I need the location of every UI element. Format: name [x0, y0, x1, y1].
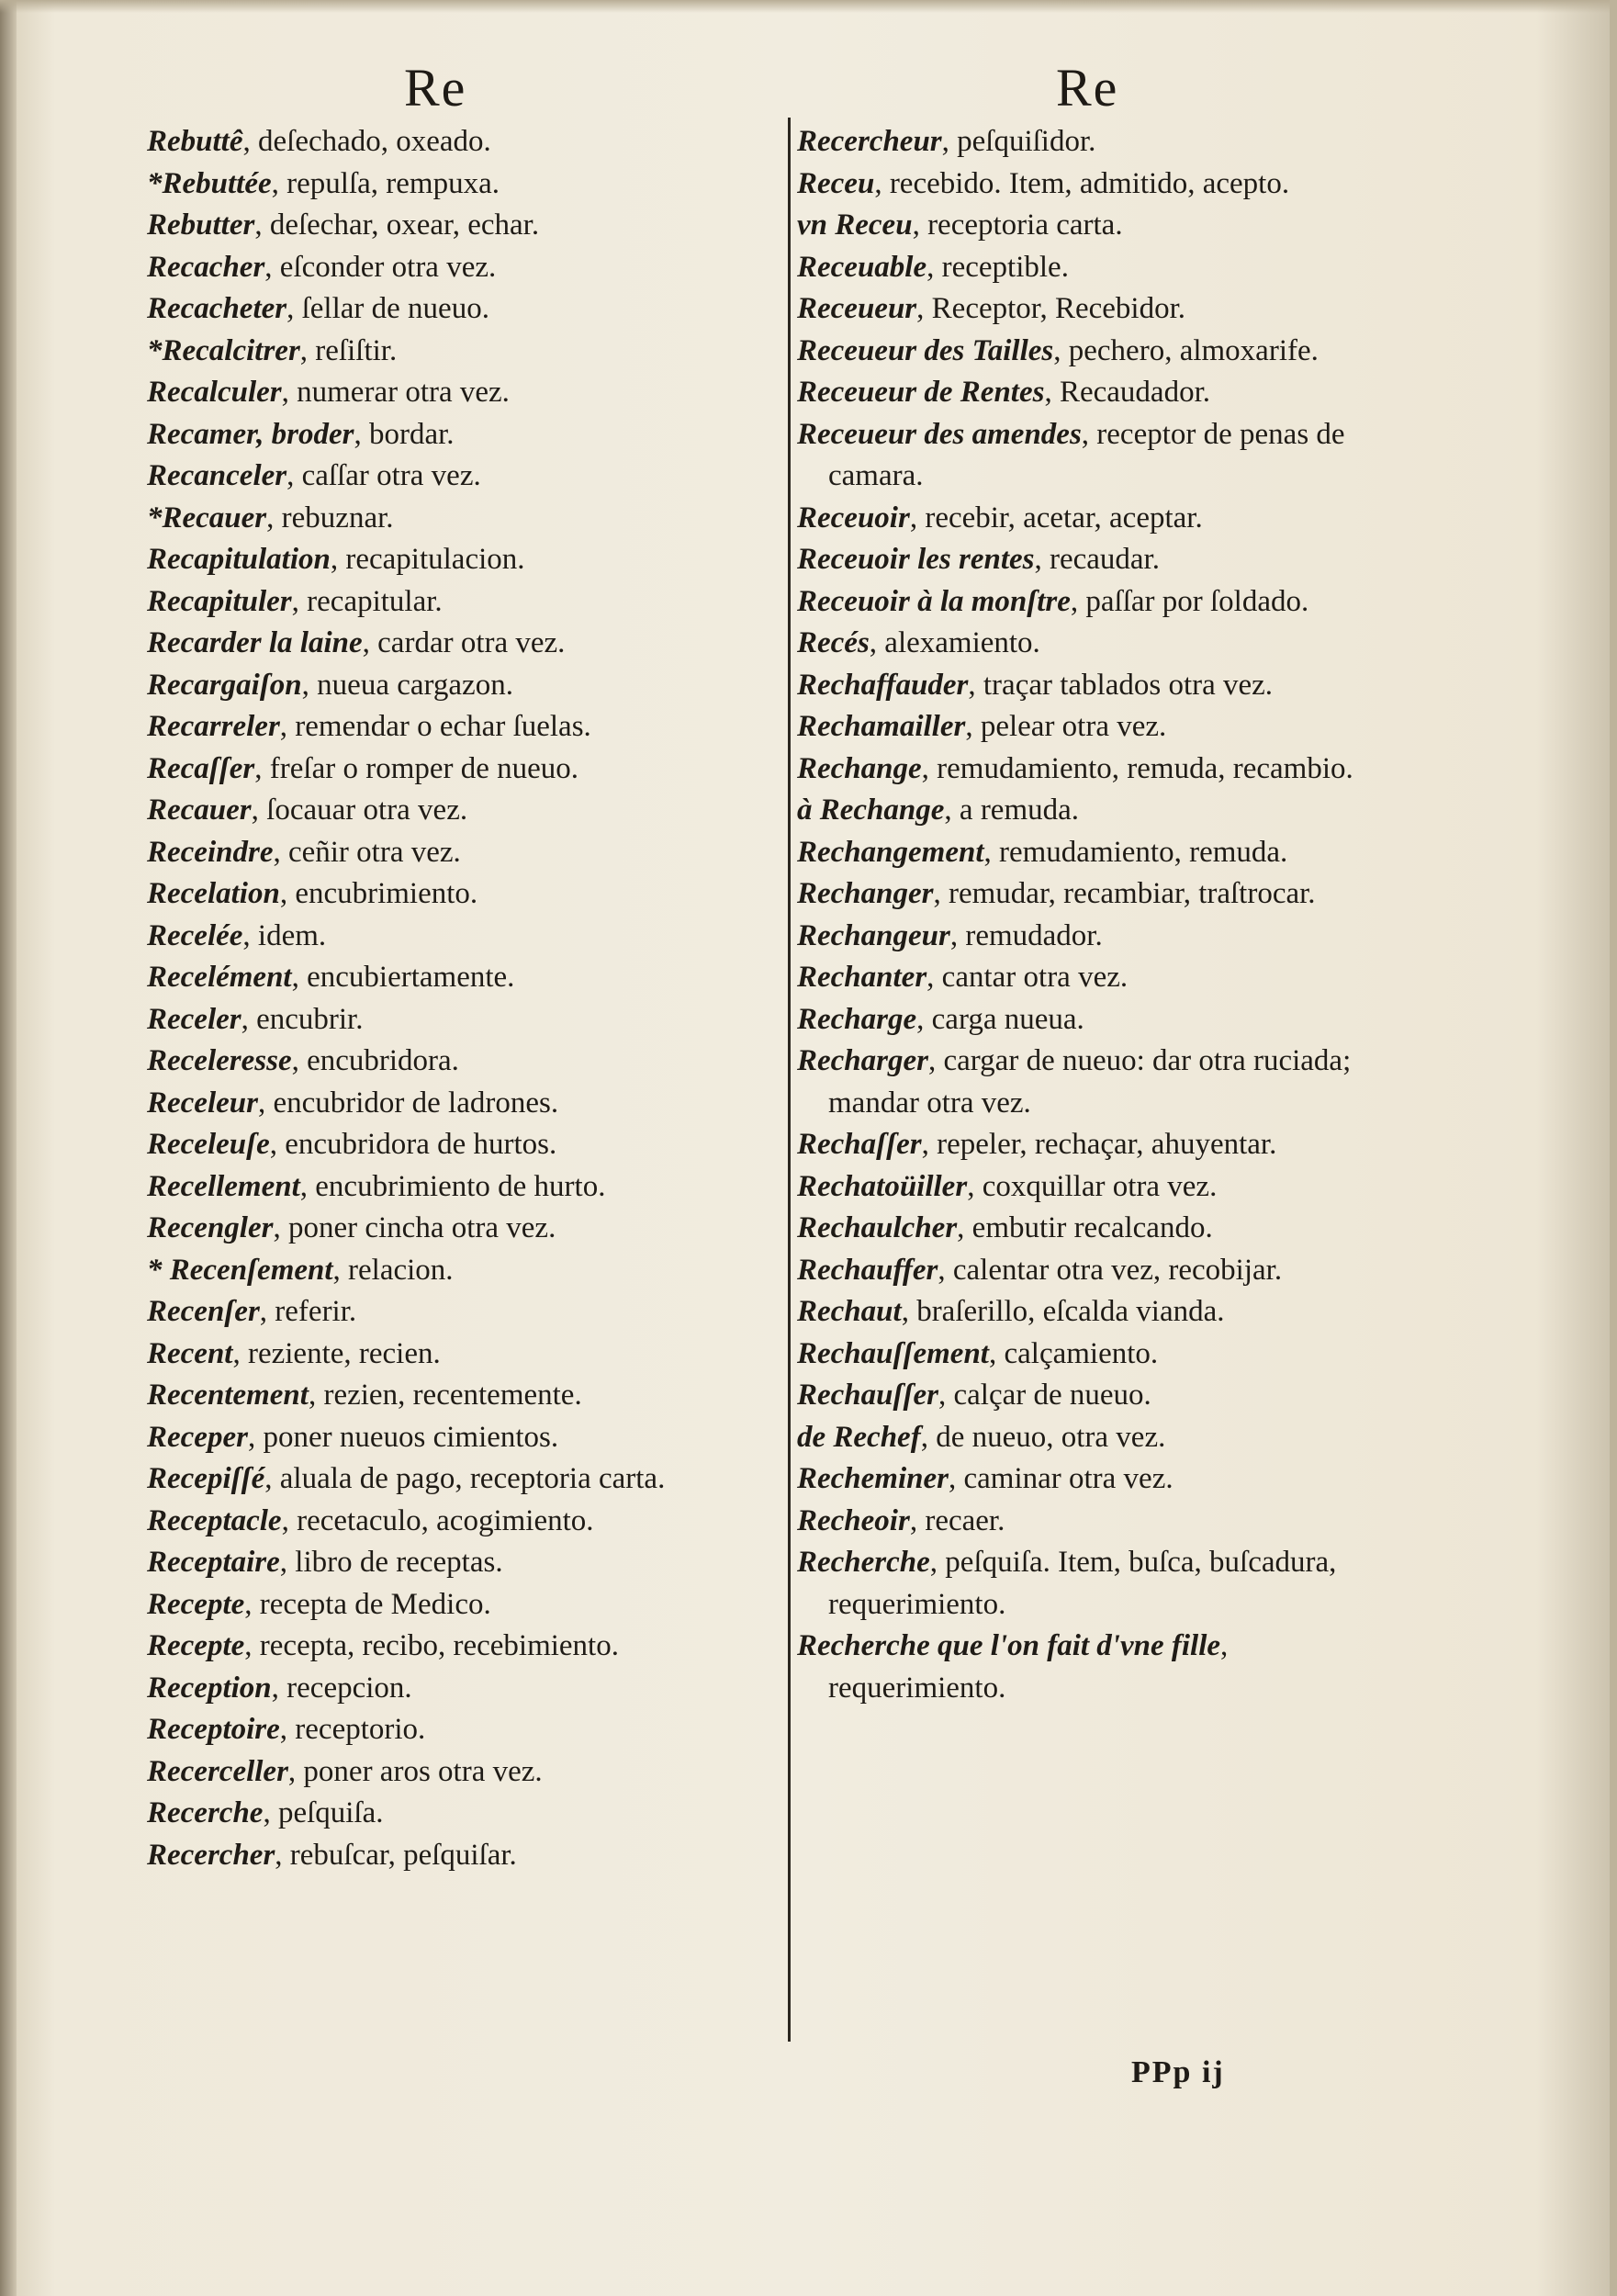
- dictionary-entry: [147, 288, 780, 331]
- entry-term: Rechaſſer: [797, 1128, 922, 1161]
- entry-term: Recelée: [147, 918, 243, 952]
- entry-definition: , traçar tablados otra vez.: [968, 668, 1274, 702]
- right-column: [797, 121, 1403, 1709]
- entry-definition: , reziente, recien.: [232, 1336, 441, 1370]
- dictionary-entry: [147, 1208, 780, 1250]
- dictionary-entry: [147, 999, 780, 1041]
- entry-definition: , peſquiſa.: [263, 1796, 384, 1829]
- entry-term: Recanceler: [147, 459, 287, 492]
- entry-definition: , repeler, rechaçar, ahuyentar.: [921, 1128, 1277, 1161]
- entry-term: Recherche que l'on fait d'vne fille: [797, 1629, 1221, 1662]
- dictionary-entry: [147, 1166, 780, 1209]
- dictionary-entry: [797, 916, 1403, 958]
- dictionary-entry: [797, 1417, 1403, 1459]
- dictionary-entry: [147, 581, 780, 624]
- entry-definition: , recapitular.: [291, 584, 443, 618]
- entry-term: Receper: [147, 1420, 248, 1454]
- entry-definition: , calçamiento.: [988, 1336, 1159, 1370]
- entry-definition: , ſocauar otra vez.: [251, 793, 468, 827]
- dictionary-entry: [147, 1458, 780, 1501]
- dictionary-entry: [147, 1250, 780, 1292]
- entry-term: Receueur des amendes: [797, 417, 1082, 451]
- entry-term: Recelément: [147, 961, 292, 994]
- entry-term: Recarreler: [147, 710, 280, 743]
- dictionary-entry: [147, 163, 780, 206]
- dictionary-entry: [797, 1626, 1403, 1709]
- entry-term: Recés: [797, 626, 870, 659]
- dictionary-entry: [797, 999, 1403, 1041]
- entry-definition: , encubrimiento.: [279, 877, 478, 910]
- dictionary-entry: [797, 121, 1403, 163]
- dictionary-entry: [147, 1584, 780, 1626]
- entry-term: Rechaut: [797, 1295, 902, 1328]
- entry-definition: , alexamiento.: [869, 626, 1040, 659]
- dictionary-entry: [797, 414, 1403, 498]
- entry-term: Receu: [797, 166, 875, 200]
- dictionary-entry: [797, 1041, 1403, 1124]
- dictionary-entry: [147, 1124, 780, 1166]
- dictionary-entry: [147, 873, 780, 916]
- entry-definition: , nueua cargazon.: [301, 668, 513, 702]
- dictionary-entry: [797, 873, 1403, 916]
- entry-term: Rechamailler: [797, 710, 966, 743]
- dictionary-entry: [797, 1250, 1403, 1292]
- entry-definition: , recepcion.: [271, 1671, 412, 1705]
- entry-definition: , referir.: [259, 1295, 357, 1328]
- entry-definition: , remudador.: [949, 918, 1103, 952]
- entry-definition: , embutir recalcando.: [957, 1211, 1213, 1244]
- entry-definition: , remudamiento, remuda.: [983, 835, 1288, 869]
- dictionary-entry: [147, 1041, 780, 1083]
- dictionary-entry: [147, 1751, 780, 1794]
- running-head-left: Re: [404, 58, 467, 118]
- dictionary-entry: [147, 1375, 780, 1417]
- dictionary-entry: [797, 1166, 1403, 1209]
- dictionary-entry: [797, 832, 1403, 874]
- entry-term: vn Receu: [797, 208, 913, 242]
- dictionary-entry: [797, 331, 1403, 373]
- dictionary-entry: [797, 957, 1403, 999]
- entry-term: Recerche: [147, 1796, 264, 1829]
- dictionary-entry: [147, 832, 780, 874]
- dictionary-entry: [147, 706, 780, 748]
- entry-term: Receptoire: [147, 1713, 280, 1746]
- dictionary-entry: [147, 1793, 780, 1835]
- entry-term: Receindre: [147, 835, 274, 869]
- entry-definition: , peſquiſidor.: [941, 125, 1096, 158]
- entry-definition: , encubridora de hurtos.: [269, 1128, 557, 1161]
- entry-term: Receuoir: [797, 501, 910, 535]
- entry-term: Recamer, broder: [147, 417, 354, 451]
- dictionary-entry: [147, 1835, 780, 1877]
- entry-definition: , idem.: [242, 918, 327, 952]
- entry-term: Recaſſer: [147, 751, 255, 785]
- entry-definition: , recepta, recibo, recebimiento.: [244, 1629, 619, 1662]
- dictionary-entry: [147, 331, 780, 373]
- entry-term: Rebutter: [147, 208, 255, 242]
- entry-definition: , receptorio.: [279, 1713, 426, 1746]
- left-column: [147, 121, 780, 1876]
- dictionary-entry: [797, 247, 1403, 289]
- entry-definition: , encubiertamente.: [291, 961, 515, 994]
- entry-definition: , recaer.: [909, 1503, 1005, 1537]
- entry-definition: , calentar otra vez, recobijar.: [938, 1253, 1283, 1287]
- entry-definition: , freſar o romper de nueuo.: [254, 751, 579, 785]
- dictionary-entry: [797, 706, 1403, 748]
- entry-definition: , Receptor, Recebidor.: [916, 292, 1185, 325]
- entry-definition: , reſiſtir.: [299, 333, 398, 367]
- dictionary-entry: [797, 1458, 1403, 1501]
- entry-definition: , remudar, recambiar, traſtrocar.: [933, 877, 1316, 910]
- entry-term: Rechanger: [797, 877, 934, 910]
- entry-term: à Rechange: [797, 793, 945, 827]
- running-head-right: Re: [1056, 58, 1119, 118]
- dictionary-entry: [797, 581, 1403, 624]
- dictionary-entry: [797, 1124, 1403, 1166]
- entry-term: Recacheter: [147, 292, 287, 325]
- entry-definition: , encubrir.: [241, 1002, 364, 1036]
- entry-term: Recacher: [147, 250, 265, 284]
- dictionary-entry: [797, 205, 1403, 247]
- entry-term: *Recalcitrer: [147, 333, 300, 367]
- dictionary-entry: [147, 414, 780, 456]
- entry-definition: , recetaculo, acogimiento.: [281, 1503, 594, 1537]
- entry-definition: , recaudar.: [1034, 543, 1160, 576]
- entry-term: *Rebuttée: [147, 166, 272, 200]
- entry-definition: , pechero, almoxarife.: [1053, 333, 1319, 367]
- entry-term: Rechauſſer: [797, 1379, 938, 1412]
- entry-definition: , deſechado, oxeado.: [242, 125, 491, 158]
- dictionary-entry: [797, 748, 1403, 791]
- entry-definition: , cardar otra vez.: [362, 626, 566, 659]
- entry-definition: , carga nueua.: [916, 1002, 1084, 1036]
- entry-definition: , bordar.: [354, 417, 455, 451]
- entry-term: Recepiſſé: [147, 1462, 265, 1495]
- dictionary-entry: [797, 1501, 1403, 1543]
- entry-term: Receueur de Rentes: [797, 376, 1045, 409]
- entry-definition: , encubrimiento de hurto.: [299, 1169, 606, 1203]
- signature-mark: PPp ij: [1131, 2055, 1225, 2089]
- entry-definition: , caminar otra vez.: [948, 1462, 1173, 1495]
- column-divider: [788, 118, 791, 2042]
- dictionary-entry: [147, 372, 780, 414]
- dictionary-entry: [147, 790, 780, 832]
- dictionary-entry: [147, 247, 780, 289]
- dictionary-entry: [147, 665, 780, 707]
- dictionary-entry: [797, 623, 1403, 665]
- entry-term: Recercheur: [797, 125, 942, 158]
- entry-definition: , deſechar, oxear, echar.: [254, 208, 540, 242]
- entry-term: Receuoir les rentes: [797, 543, 1035, 576]
- entry-term: Recepte: [147, 1587, 245, 1621]
- entry-definition: , receptor de penas de camara.: [828, 417, 1345, 492]
- entry-definition: , rebuznar.: [266, 501, 394, 535]
- entry-term: Recenſer: [147, 1295, 260, 1328]
- entry-definition: , numerar otra vez.: [281, 376, 510, 409]
- book-spine-shadow: [0, 0, 17, 2296]
- entry-definition: , peſquiſa. Item, buſca, buſcadura, requerimiento.: [828, 1546, 1337, 1621]
- entry-definition: , relacion.: [332, 1253, 454, 1287]
- dictionary-entry: [147, 1501, 780, 1543]
- entry-term: Recharger: [797, 1044, 928, 1077]
- entry-definition: , aluala de pago, receptoria carta.: [264, 1462, 666, 1495]
- entry-definition: , requerimiento.: [828, 1629, 1229, 1705]
- entry-definition: , recepta de Medico.: [244, 1587, 491, 1621]
- dictionary-entry: [147, 1668, 780, 1710]
- entry-definition: , caſſar otra vez.: [286, 459, 481, 492]
- entry-term: Recherche: [797, 1546, 930, 1579]
- entry-term: Rechange: [797, 751, 922, 785]
- entry-definition: , calçar de nueuo.: [938, 1379, 1151, 1412]
- dictionary-entry: [797, 1375, 1403, 1417]
- entry-definition: , receptible.: [926, 250, 1069, 284]
- entry-term: Recargaiſon: [147, 668, 302, 702]
- dictionary-entry: [147, 1709, 780, 1751]
- entry-definition: , pelear otra vez.: [965, 710, 1167, 743]
- entry-term: Receleur: [147, 1086, 258, 1120]
- dictionary-entry: [147, 498, 780, 540]
- entry-definition: , libro de receptas.: [279, 1546, 503, 1579]
- entry-definition: , poner nueuos cimientos.: [247, 1420, 559, 1454]
- entry-term: Recercher: [147, 1838, 275, 1872]
- entry-term: Recarder la laine: [147, 626, 363, 659]
- entry-term: Recepte: [147, 1629, 245, 1662]
- page-top-edge: [0, 0, 1617, 13]
- dictionary-entry: [147, 748, 780, 791]
- entry-definition: , remudamiento, remuda, recambio.: [921, 751, 1353, 785]
- entry-term: Rechatoüiller: [797, 1169, 968, 1203]
- entry-definition: , eſconder otra vez.: [264, 250, 497, 284]
- entry-term: Recelation: [147, 877, 280, 910]
- dictionary-entry: [147, 1334, 780, 1376]
- dictionary-entry: [147, 456, 780, 498]
- entry-term: Receler: [147, 1002, 241, 1036]
- dictionary-entry: [147, 539, 780, 581]
- entry-term: Recerceller: [147, 1754, 288, 1788]
- dictionary-entry: [797, 163, 1403, 206]
- dictionary-entry: [797, 1291, 1403, 1334]
- entry-term: Recellement: [147, 1169, 300, 1203]
- entry-definition: , a remuda.: [944, 793, 1080, 827]
- dictionary-entry: [147, 205, 780, 247]
- entry-term: de Rechef: [797, 1420, 921, 1454]
- dictionary-entry: [147, 121, 780, 163]
- dictionary-entry: [147, 1417, 780, 1459]
- dictionary-entry: [797, 1542, 1403, 1626]
- entry-definition: , repulſa, rempuxa.: [271, 166, 500, 200]
- entry-definition: , recebir, acetar, aceptar.: [909, 501, 1203, 535]
- dictionary-entry: [147, 1542, 780, 1584]
- entry-definition: , braſerillo, eſcalda vianda.: [901, 1295, 1225, 1328]
- page-right-edge: [1610, 0, 1617, 2296]
- entry-term: Recapituler: [147, 584, 292, 618]
- entry-definition: , cargar de nueuo: dar otra ruciada; mandar otra vez.: [828, 1044, 1352, 1120]
- entry-term: Receleuſe: [147, 1128, 270, 1161]
- entry-term: Rebuttê: [147, 125, 243, 158]
- dictionary-entry: [147, 1626, 780, 1668]
- entry-term: Recapitulation: [147, 543, 331, 576]
- entry-definition: , rezien, recentemente.: [308, 1379, 582, 1412]
- dictionary-entry: [147, 916, 780, 958]
- entry-term: Recharge: [797, 1002, 917, 1036]
- entry-term: Receueur: [797, 292, 917, 325]
- entry-term: Recent: [147, 1336, 233, 1370]
- entry-definition: , cantar otra vez.: [926, 961, 1129, 994]
- entry-definition: , remendar o echar ſuelas.: [279, 710, 591, 743]
- entry-term: Rechaffauder: [797, 668, 969, 702]
- entry-term: Rechangeur: [797, 918, 950, 952]
- entry-term: Rechaulcher: [797, 1211, 958, 1244]
- dictionary-entry: [797, 372, 1403, 414]
- entry-term: Rechauſſement: [797, 1336, 989, 1370]
- dictionary-entry: [797, 539, 1403, 581]
- entry-term: *Recauer: [147, 501, 267, 535]
- entry-definition: , paſſar por ſoldado.: [1070, 584, 1309, 618]
- entry-definition: , recapitulacion.: [330, 543, 525, 576]
- dictionary-entry: [147, 1291, 780, 1334]
- entry-definition: , recebido. Item, admitido, acepto.: [874, 166, 1290, 200]
- entry-term: Receptaire: [147, 1546, 280, 1579]
- entry-definition: , de nueuo, otra vez.: [920, 1420, 1166, 1454]
- entry-term: Rechangement: [797, 835, 984, 869]
- dictionary-entry: [797, 498, 1403, 540]
- dictionary-entry: [797, 1334, 1403, 1376]
- entry-term: Receuable: [797, 250, 927, 284]
- entry-definition: , rebuſcar, peſquiſar.: [275, 1838, 517, 1872]
- entry-definition: , ceñir otra vez.: [273, 835, 461, 869]
- entry-term: Recheminer: [797, 1462, 949, 1495]
- entry-term: Reception: [147, 1671, 272, 1705]
- dictionary-entry: [147, 623, 780, 665]
- entry-term: Receuoir à la monſtre: [797, 584, 1071, 618]
- entry-term: Receptacle: [147, 1503, 282, 1537]
- entry-definition: , poner cincha otra vez.: [273, 1211, 556, 1244]
- entry-term: Recengler: [147, 1211, 274, 1244]
- entry-term: Recauer: [147, 793, 252, 827]
- entry-term: * Recenſement: [147, 1253, 333, 1287]
- entry-term: Recalculer: [147, 376, 282, 409]
- entry-definition: , poner aros otra vez.: [287, 1754, 543, 1788]
- entry-definition: , encubridora.: [291, 1044, 459, 1077]
- entry-term: Rechauffer: [797, 1253, 938, 1287]
- entry-definition: , ſellar de nueuo.: [286, 292, 489, 325]
- dictionary-entry: [147, 1083, 780, 1125]
- dictionary-entry: [147, 957, 780, 999]
- dictionary-entry: [797, 665, 1403, 707]
- entry-term: Receueur des Tailles: [797, 333, 1054, 367]
- entry-definition: , Recaudador.: [1044, 376, 1210, 409]
- dictionary-entry: [797, 1208, 1403, 1250]
- entry-term: Recentement: [147, 1379, 309, 1412]
- entry-term: Rechanter: [797, 961, 927, 994]
- dictionary-entry: [797, 288, 1403, 331]
- entry-term: Recheoir: [797, 1503, 910, 1537]
- dictionary-entry: [797, 790, 1403, 832]
- entry-definition: , coxquillar otra vez.: [967, 1169, 1218, 1203]
- entry-definition: , receptoria carta.: [912, 208, 1123, 242]
- entry-definition: , encubridor de ladrones.: [257, 1086, 559, 1120]
- entry-term: Receleresse: [147, 1044, 292, 1077]
